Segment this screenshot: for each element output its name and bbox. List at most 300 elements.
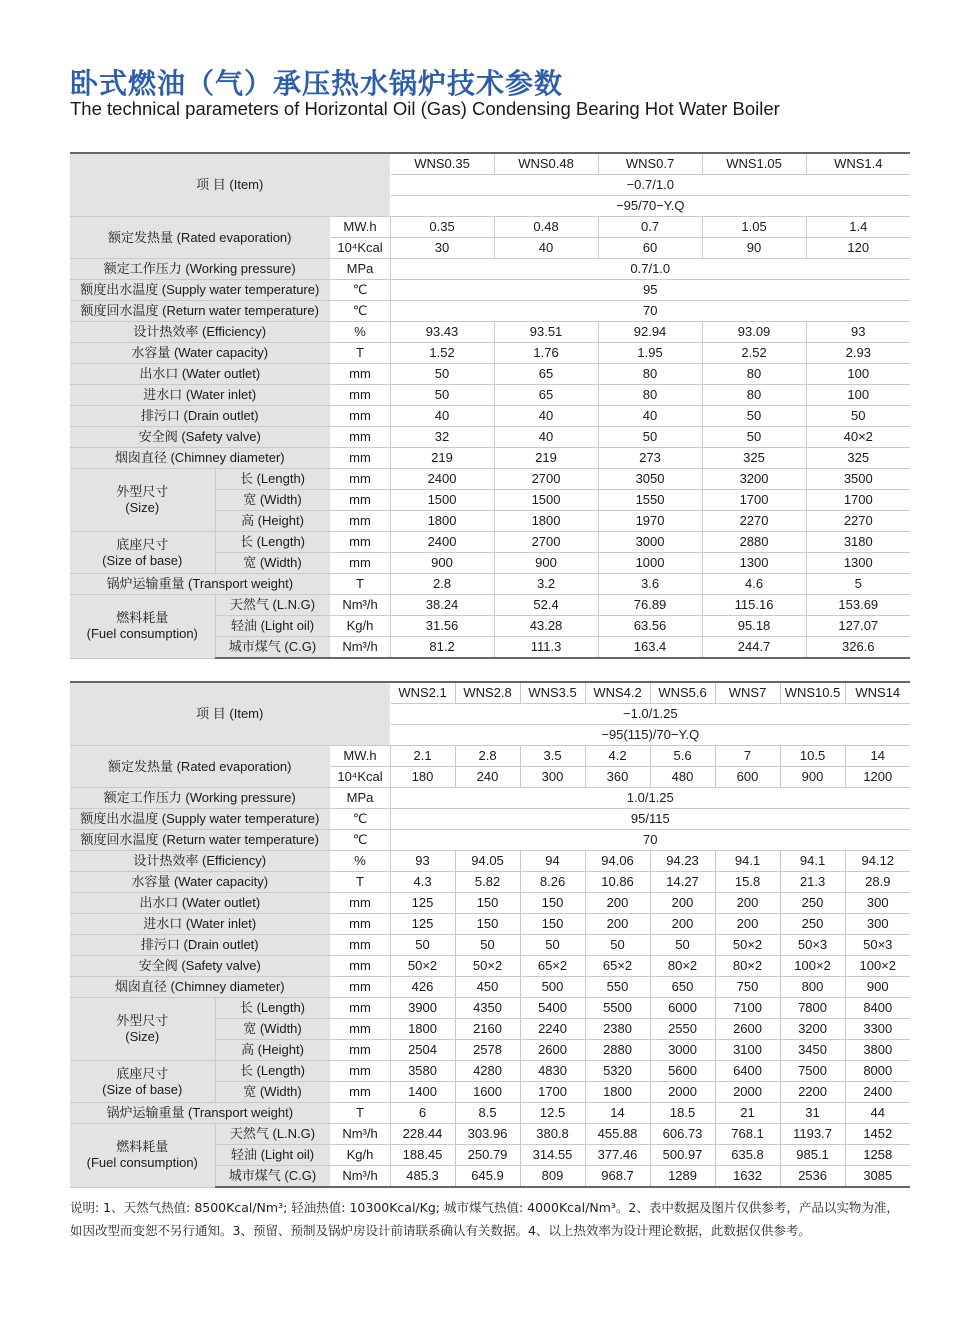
- group-label-en: (Size of base): [102, 1081, 183, 1097]
- table-cell: 1193.7: [780, 1124, 845, 1145]
- table-cell: 1550: [598, 490, 702, 511]
- table-cell: 125: [390, 893, 455, 914]
- temp-code: −95/70−Y.Q: [390, 196, 910, 217]
- table-cell: 3000: [650, 1040, 715, 1061]
- table-cell: 0.7: [598, 217, 702, 238]
- table-row: [70, 746, 910, 767]
- sub-row-label: 长 (Length): [215, 1061, 330, 1082]
- row-label: 进水口 (Water inlet): [70, 914, 330, 935]
- table-cell: 80: [702, 385, 806, 406]
- table-cell: 94.06: [585, 851, 650, 872]
- table-cell: 1700: [806, 490, 910, 511]
- table-cell: 94.1: [715, 851, 780, 872]
- table-cell: 7800: [780, 998, 845, 1019]
- table-row: [70, 259, 910, 280]
- table-cell: 3580: [390, 1061, 455, 1082]
- unit-cell: Nm³/h: [330, 1166, 390, 1188]
- table-cell: 606.73: [650, 1124, 715, 1145]
- model-header: WNS10.5: [780, 682, 845, 704]
- table-cell: 2400: [390, 469, 494, 490]
- row-label: 设计热效率 (Efficiency): [70, 322, 330, 343]
- table-cell: 485.3: [390, 1166, 455, 1188]
- table-cell: 94.23: [650, 851, 715, 872]
- base-group-label: [70, 1061, 215, 1103]
- table-cell: 31: [780, 1103, 845, 1124]
- table-cell: 1800: [494, 511, 598, 532]
- model-header: WNS5.6: [650, 682, 715, 704]
- table-cell: 111.3: [494, 637, 598, 659]
- table-cell: 30: [390, 238, 494, 259]
- table-cell: 95/115: [390, 809, 910, 830]
- table-cell: 1970: [598, 511, 702, 532]
- table-cell: 28.9: [845, 872, 910, 893]
- table-cell: 60: [598, 238, 702, 259]
- table-cell: 50: [650, 935, 715, 956]
- unit-cell: mm: [330, 427, 390, 448]
- table-cell: 2000: [715, 1082, 780, 1103]
- table-cell: 1300: [702, 553, 806, 574]
- table-cell: 985.1: [780, 1145, 845, 1166]
- table-cell: 80×2: [650, 956, 715, 977]
- table-cell: 450: [455, 977, 520, 998]
- table-cell: 0.7/1.0: [390, 259, 910, 280]
- table-cell: 325: [806, 448, 910, 469]
- table-cell: 93.51: [494, 322, 598, 343]
- table-cell: 200: [650, 914, 715, 935]
- pressure-code: −0.7/1.0: [390, 175, 910, 196]
- table-cell: 93: [806, 322, 910, 343]
- table-cell: 1400: [390, 1082, 455, 1103]
- unit-cell: MPa: [330, 259, 390, 280]
- spec-table-1: [70, 152, 910, 659]
- group-label-cn: 底座尺寸: [116, 536, 169, 552]
- table-cell: 2504: [390, 1040, 455, 1061]
- table-cell: 21: [715, 1103, 780, 1124]
- table-cell: 5.82: [455, 872, 520, 893]
- table-cell: 314.55: [520, 1145, 585, 1166]
- table-cell: 2160: [455, 1019, 520, 1040]
- table-cell: 2240: [520, 1019, 585, 1040]
- table-cell: 3085: [845, 1166, 910, 1188]
- table-cell: 800: [780, 977, 845, 998]
- row-label: 额度出水温度 (Supply water temperature): [70, 809, 330, 830]
- table-cell: 2578: [455, 1040, 520, 1061]
- table-cell: 94.05: [455, 851, 520, 872]
- table-cell: 5: [806, 574, 910, 595]
- table-cell: 40: [598, 406, 702, 427]
- group-label-cn: 底座尺寸: [116, 1065, 169, 1081]
- table-cell: 300: [520, 767, 585, 788]
- table-cell: 5400: [520, 998, 585, 1019]
- table-cell: 809: [520, 1166, 585, 1188]
- table-cell: 80: [598, 385, 702, 406]
- table-cell: 50×3: [845, 935, 910, 956]
- notes: [70, 1196, 915, 1242]
- table-cell: 50×3: [780, 935, 845, 956]
- table-cell: 65: [494, 364, 598, 385]
- page-title-cn: 卧式燃油（气）承压热水锅炉技术参数: [70, 67, 564, 100]
- table-cell: 50×2: [390, 956, 455, 977]
- table-cell: 100: [806, 364, 910, 385]
- table-cell: 94.1: [780, 851, 845, 872]
- unit-cell: Nm³/h: [330, 1124, 390, 1145]
- table-cell: 93.09: [702, 322, 806, 343]
- model-header: WNS0.35: [390, 153, 494, 175]
- table-cell: 92.94: [598, 322, 702, 343]
- unit-cell: mm: [330, 385, 390, 406]
- table-cell: 100×2: [780, 956, 845, 977]
- table-cell: 2200: [780, 1082, 845, 1103]
- table-cell: 93: [390, 851, 455, 872]
- table-row: [70, 469, 910, 490]
- table-cell: 150: [455, 914, 520, 935]
- table-cell: 500.97: [650, 1145, 715, 1166]
- table-cell: 7: [715, 746, 780, 767]
- table-cell: 3200: [702, 469, 806, 490]
- table-cell: 3.2: [494, 574, 598, 595]
- table-cell: 50: [598, 427, 702, 448]
- table-cell: 52.4: [494, 595, 598, 616]
- table-cell: 115.16: [702, 595, 806, 616]
- group-label-en: (Size): [125, 500, 160, 515]
- group-label-cn: 燃料耗量: [116, 1139, 169, 1155]
- table-cell: 900: [494, 553, 598, 574]
- group-label-en: (Fuel consumption): [86, 1155, 198, 1171]
- table-cell: 43.28: [494, 616, 598, 637]
- table-cell: 3.6: [598, 574, 702, 595]
- table-cell: 153.69: [806, 595, 910, 616]
- table-cell: 2270: [702, 511, 806, 532]
- unit-cell: mm: [330, 553, 390, 574]
- table-cell: 50: [702, 406, 806, 427]
- row-label: 锅炉运输重量 (Transport weight): [70, 1103, 330, 1124]
- table-cell: 325: [702, 448, 806, 469]
- unit-cell: ℃: [330, 280, 390, 301]
- table-cell: 2550: [650, 1019, 715, 1040]
- sub-row-label: 天然气 (L.N.G): [215, 595, 330, 616]
- table-cell: 360: [585, 767, 650, 788]
- table-cell: 90: [702, 238, 806, 259]
- table-cell: 120: [806, 238, 910, 259]
- table-cell: 1000: [598, 553, 702, 574]
- row-label: 安全阀 (Safety valve): [70, 427, 330, 448]
- size-group-label: [70, 998, 215, 1061]
- table-cell: 219: [494, 448, 598, 469]
- rated-evaporation-label: 额定发热量 (Rated evaporation): [70, 746, 330, 788]
- table-cell: 150: [520, 893, 585, 914]
- table-cell: 50: [390, 364, 494, 385]
- unit-cell: mm: [330, 406, 390, 427]
- table-cell: 2.52: [702, 343, 806, 364]
- row-label: 进水口 (Water inlet): [70, 385, 330, 406]
- sub-row-label: 城市煤气 (C.G): [215, 1166, 330, 1188]
- table-cell: 50: [390, 935, 455, 956]
- unit-cell: mm: [330, 1082, 390, 1103]
- table-cell: 65: [494, 385, 598, 406]
- table-cell: 1800: [390, 511, 494, 532]
- table-cell: 50×2: [455, 956, 520, 977]
- page-title-en: The technical parameters of Horizontal Oil (Gas) Condensing Bearing Hot Water Boiler: [70, 98, 780, 119]
- table-cell: 40: [390, 406, 494, 427]
- table-row: [70, 830, 910, 851]
- table-cell: 0.35: [390, 217, 494, 238]
- table-cell: 455.88: [585, 1124, 650, 1145]
- table-cell: 14: [585, 1103, 650, 1124]
- table-row: [70, 217, 910, 238]
- table-cell: 2880: [702, 532, 806, 553]
- table-cell: 8.5: [455, 1103, 520, 1124]
- table-cell: 377.46: [585, 1145, 650, 1166]
- table-cell: 50: [390, 385, 494, 406]
- table-cell: 2880: [585, 1040, 650, 1061]
- unit-cell: mm: [330, 893, 390, 914]
- table-cell: 163.4: [598, 637, 702, 659]
- row-label: 额度出水温度 (Supply water temperature): [70, 280, 330, 301]
- table-cell: 38.24: [390, 595, 494, 616]
- table-row: [70, 448, 910, 469]
- table-row: [70, 406, 910, 427]
- item-header: 项 目 (Item): [70, 682, 390, 746]
- table-cell: 3000: [598, 532, 702, 553]
- table-cell: 70: [390, 301, 910, 322]
- table-cell: 968.7: [585, 1166, 650, 1188]
- table-cell: 180: [390, 767, 455, 788]
- table-cell: 2.1: [390, 746, 455, 767]
- table-cell: 4350: [455, 998, 520, 1019]
- sub-row-label: 高 (Height): [215, 1040, 330, 1061]
- table-cell: 44: [845, 1103, 910, 1124]
- unit-cell: %: [330, 851, 390, 872]
- sub-row-label: 高 (Height): [215, 511, 330, 532]
- unit-cell: Nm³/h: [330, 595, 390, 616]
- temp-code: −95(115)/70−Y.Q: [390, 725, 910, 746]
- unit-cell: MW.h: [330, 746, 390, 767]
- unit-cell: mm: [330, 935, 390, 956]
- table-cell: 1300: [806, 553, 910, 574]
- table-cell: 1.76: [494, 343, 598, 364]
- table-row: [70, 343, 910, 364]
- table-cell: 326.6: [806, 637, 910, 659]
- sub-row-label: 长 (Length): [215, 998, 330, 1019]
- table-cell: 50: [520, 935, 585, 956]
- table-cell: 273: [598, 448, 702, 469]
- unit-cell: T: [330, 872, 390, 893]
- unit-cell: MW.h: [330, 217, 390, 238]
- table-cell: 900: [390, 553, 494, 574]
- sub-row-label: 长 (Length): [215, 532, 330, 553]
- table-cell: 6: [390, 1103, 455, 1124]
- table-cell: 1200: [845, 767, 910, 788]
- model-header: WNS3.5: [520, 682, 585, 704]
- table-cell: 0.48: [494, 217, 598, 238]
- sub-row-label: 轻油 (Light oil): [215, 1145, 330, 1166]
- table-cell: 2536: [780, 1166, 845, 1188]
- table-row: [70, 280, 910, 301]
- table-row: [70, 1124, 910, 1145]
- model-header: WNS1.4: [806, 153, 910, 175]
- table-cell: 1800: [390, 1019, 455, 1040]
- table-cell: 94: [520, 851, 585, 872]
- fuel-group-label: [70, 595, 215, 659]
- table-cell: 2600: [715, 1019, 780, 1040]
- unit-cell: mm: [330, 469, 390, 490]
- unit-cell: mm: [330, 1061, 390, 1082]
- table-row: [70, 1103, 910, 1124]
- row-label: 额度回水温度 (Return water temperature): [70, 830, 330, 851]
- row-label: 额定工作压力 (Working pressure): [70, 259, 330, 280]
- unit-cell: ℃: [330, 301, 390, 322]
- table-cell: 8.26: [520, 872, 585, 893]
- table-row: [70, 364, 910, 385]
- table-cell: 6000: [650, 998, 715, 1019]
- table-cell: 65×2: [585, 956, 650, 977]
- unit-cell: mm: [330, 511, 390, 532]
- row-label: 水容量 (Water capacity): [70, 343, 330, 364]
- pressure-code: −1.0/1.25: [390, 704, 910, 725]
- group-label-en: (Fuel consumption): [86, 626, 198, 642]
- table-cell: 80: [598, 364, 702, 385]
- table-cell: 1.05: [702, 217, 806, 238]
- table-cell: 3200: [780, 1019, 845, 1040]
- table-cell: 1.0/1.25: [390, 788, 910, 809]
- table-cell: 550: [585, 977, 650, 998]
- row-label: 水容量 (Water capacity): [70, 872, 330, 893]
- table-cell: 50: [455, 935, 520, 956]
- table-cell: 4830: [520, 1061, 585, 1082]
- row-label: 排污口 (Drain outlet): [70, 935, 330, 956]
- table-cell: 50: [702, 427, 806, 448]
- table-row: [70, 914, 910, 935]
- table-cell: 125: [390, 914, 455, 935]
- table-row: [70, 872, 910, 893]
- unit-cell: MPa: [330, 788, 390, 809]
- table-cell: 40: [494, 427, 598, 448]
- table-cell: 94.12: [845, 851, 910, 872]
- table-cell: 250.79: [455, 1145, 520, 1166]
- row-label: 出水口 (Water outlet): [70, 364, 330, 385]
- table-row: [70, 427, 910, 448]
- table-cell: 1.95: [598, 343, 702, 364]
- table-row: [70, 301, 910, 322]
- table-cell: 1500: [390, 490, 494, 511]
- unit-cell: Nm³/h: [330, 637, 390, 659]
- unit-cell: ℃: [330, 809, 390, 830]
- table-cell: 5.6: [650, 746, 715, 767]
- size-group-label: [70, 469, 215, 532]
- table-cell: 14: [845, 746, 910, 767]
- table-cell: 200: [715, 914, 780, 935]
- table-cell: 219: [390, 448, 494, 469]
- table-cell: 40: [494, 238, 598, 259]
- table-cell: 3800: [845, 1040, 910, 1061]
- table-row: [70, 935, 910, 956]
- table-cell: 3.5: [520, 746, 585, 767]
- table-cell: 50: [806, 406, 910, 427]
- table-cell: 240: [455, 767, 520, 788]
- table-row: [70, 788, 910, 809]
- table-cell: 95: [390, 280, 910, 301]
- notes-line-2: 如因改型而变恕不另行通知。3、预留、预制及锅炉房设计前请联系确认有关数据。4、以上热效率为设计理论数据，此数据仅供参考。: [70, 1223, 811, 1238]
- table-cell: 81.2: [390, 637, 494, 659]
- table-row: [70, 893, 910, 914]
- row-label: 额度回水温度 (Return water temperature): [70, 301, 330, 322]
- table-cell: 250: [780, 893, 845, 914]
- table-cell: 7500: [780, 1061, 845, 1082]
- table-cell: 15.8: [715, 872, 780, 893]
- model-header: WNS2.1: [390, 682, 455, 704]
- table-cell: 1.52: [390, 343, 494, 364]
- table-cell: 750: [715, 977, 780, 998]
- table-row: [70, 574, 910, 595]
- table-cell: 4.3: [390, 872, 455, 893]
- notes-line-1: 说明: 1、天然气热值: 8500Kcal/Nm³; 轻油热值: 10300Kcal/Kg; 城市煤气热值: 4000Kcal/Nm³。2、表中数据及图片仅供参考，产品以实物为准，: [70, 1200, 899, 1215]
- table-cell: 200: [585, 893, 650, 914]
- table-cell: 4.6: [702, 574, 806, 595]
- table-cell: 200: [715, 893, 780, 914]
- table-cell: 4.2: [585, 746, 650, 767]
- model-header: WNS7: [715, 682, 780, 704]
- table-cell: 2.93: [806, 343, 910, 364]
- table-cell: 4280: [455, 1061, 520, 1082]
- table-cell: 100: [806, 385, 910, 406]
- model-header: WNS4.2: [585, 682, 650, 704]
- table-cell: 5320: [585, 1061, 650, 1082]
- table-cell: 3900: [390, 998, 455, 1019]
- row-label: 出水口 (Water outlet): [70, 893, 330, 914]
- table-cell: 768.1: [715, 1124, 780, 1145]
- table-cell: 1.4: [806, 217, 910, 238]
- table-cell: 80: [702, 364, 806, 385]
- table-cell: 1632: [715, 1166, 780, 1188]
- table-cell: 2700: [494, 469, 598, 490]
- table-cell: 250: [780, 914, 845, 935]
- table-cell: 150: [455, 893, 520, 914]
- table-row: [70, 851, 910, 872]
- table-cell: 1700: [702, 490, 806, 511]
- row-label: 锅炉运输重量 (Transport weight): [70, 574, 330, 595]
- table-cell: 500: [520, 977, 585, 998]
- table-cell: 63.56: [598, 616, 702, 637]
- table-row: [70, 1061, 910, 1082]
- table-cell: 303.96: [455, 1124, 520, 1145]
- unit-cell: 10⁴Kcal: [330, 238, 390, 259]
- table-cell: 1600: [455, 1082, 520, 1103]
- table-cell: 380.8: [520, 1124, 585, 1145]
- table-cell: 127.07: [806, 616, 910, 637]
- unit-cell: T: [330, 1103, 390, 1124]
- table-cell: 1258: [845, 1145, 910, 1166]
- table-cell: 200: [585, 914, 650, 935]
- unit-cell: mm: [330, 1019, 390, 1040]
- table-cell: 3050: [598, 469, 702, 490]
- table-cell: 2400: [390, 532, 494, 553]
- table-row: [70, 532, 910, 553]
- table-row: [70, 956, 910, 977]
- unit-cell: T: [330, 343, 390, 364]
- unit-cell: mm: [330, 1040, 390, 1061]
- table-cell: 2270: [806, 511, 910, 532]
- unit-cell: 10⁴Kcal: [330, 767, 390, 788]
- table-cell: 3100: [715, 1040, 780, 1061]
- table-row: [70, 998, 910, 1019]
- model-header: WNS0.7: [598, 153, 702, 175]
- table-cell: 228.44: [390, 1124, 455, 1145]
- unit-cell: T: [330, 574, 390, 595]
- table-cell: 1452: [845, 1124, 910, 1145]
- table-cell: 635.8: [715, 1145, 780, 1166]
- sub-row-label: 宽 (Width): [215, 490, 330, 511]
- unit-cell: mm: [330, 956, 390, 977]
